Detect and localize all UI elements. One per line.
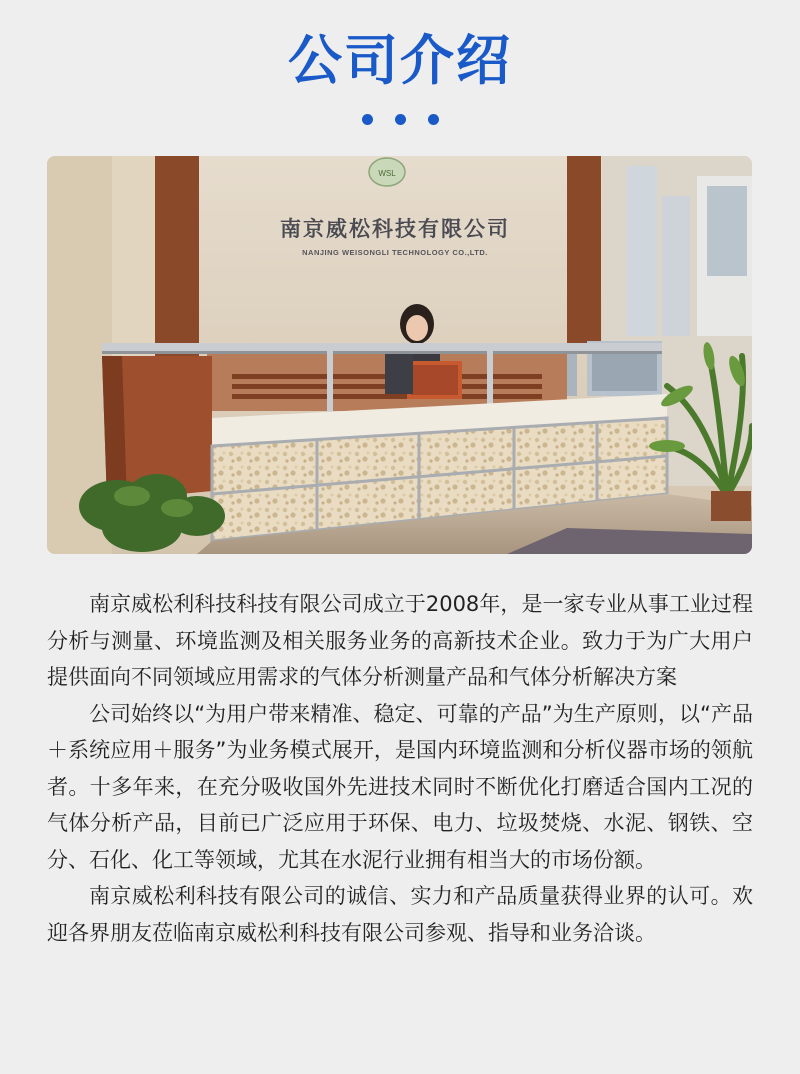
closing-paragraph: 南京威松利科技有限公司的诚信、实力和产品质量获得业界的认可。欢迎各界朋友莅临南京威松利科技有限公司参观、指导和业务洽谈。 (47, 884, 753, 945)
dot-icon (395, 114, 406, 125)
dot-icon (362, 114, 373, 125)
intro-paragraph: 南京威松利科技科技有限公司成立于2008年，是一家专业从事工业过程分析与测量、环境监测及相关服务业务的高新技术企业。致力于为广大用户提供面向不同领域应用需求的气体分析测量产品和气体分析解决方案 (47, 592, 753, 689)
wall-sign-chinese: 南京威松科技有限公司 (280, 217, 510, 241)
page-title: 公司介绍 (288, 29, 512, 92)
company-introduction (47, 586, 753, 951)
principle-paragraph: 公司始终以“为用户带来精准、稳定、可靠的产品”为生产原则，以“产品＋系统应用＋服务”为业务模式展开，是国内环境监测和分析仪器市场的领航者。十多年来，在充分吸收国外先进技术同时不断优化打磨适合国内工况的气体分析产品，目前已广泛应用于环保、电力、垃圾焚烧、水泥、钢铁、空分、石化、化工等领域，尤其在水泥行业拥有相当大的市场份额。 (47, 701, 753, 872)
wall-logo-text: WSL (378, 169, 396, 178)
reception-photo (47, 156, 752, 554)
wall-sign-english: NANJING WEISONGLI TECHNOLOGY CO.,LTD. (302, 248, 488, 257)
dot-icon (428, 114, 439, 125)
title-decoration-dots (0, 114, 800, 125)
